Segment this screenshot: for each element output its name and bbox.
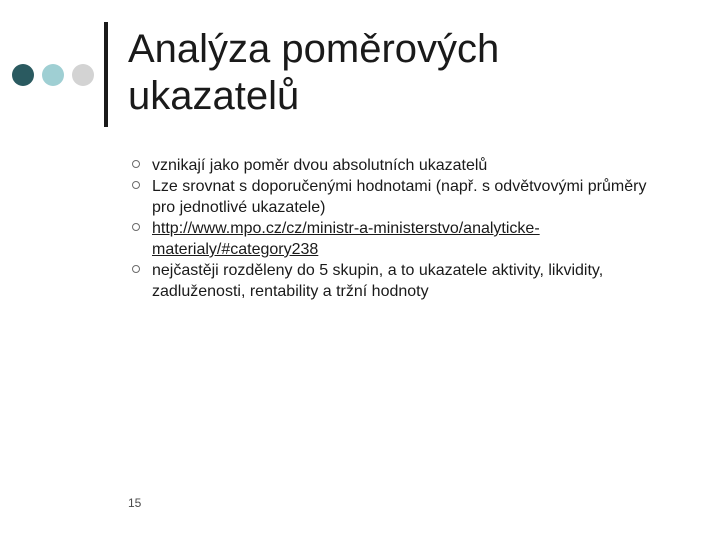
decorative-dot-dark	[12, 64, 34, 86]
bullet-circle-icon	[132, 223, 140, 231]
bullet-item	[130, 176, 670, 218]
bullet-item	[130, 155, 670, 176]
bullet-list	[130, 155, 670, 302]
slide-title-line1: Analýza poměrových	[128, 27, 500, 71]
bullet-item	[130, 260, 670, 302]
slide-title-line2: ukazatelů	[128, 74, 300, 118]
page-number: 15	[128, 496, 142, 510]
bullet-circle-icon	[132, 181, 140, 189]
decorative-dot-light	[42, 64, 64, 86]
bullet-item	[130, 218, 670, 260]
title-divider	[104, 22, 108, 127]
bullet-text: Lze srovnat s doporučenými hodnotami (např. s odvětvovými průměry pro jednotlivé ukazatele)	[152, 178, 647, 216]
bullet-circle-icon	[132, 160, 140, 168]
bullet-circle-icon	[132, 265, 140, 273]
bullet-text: nejčastěji rozděleny do 5 skupin, a to ukazatele aktivity, likvidity, zadluženosti, rentability a tržní hodnoty	[152, 262, 604, 300]
mpo-link[interactable]: http://www.mpo.cz/cz/ministr-a-ministerstvo/analyticke-materialy/#category238	[152, 220, 540, 258]
decorative-dot-gray	[72, 64, 94, 86]
slide-title	[128, 26, 688, 120]
bullet-text: vznikají jako poměr dvou absolutních ukazatelů	[152, 157, 488, 174]
